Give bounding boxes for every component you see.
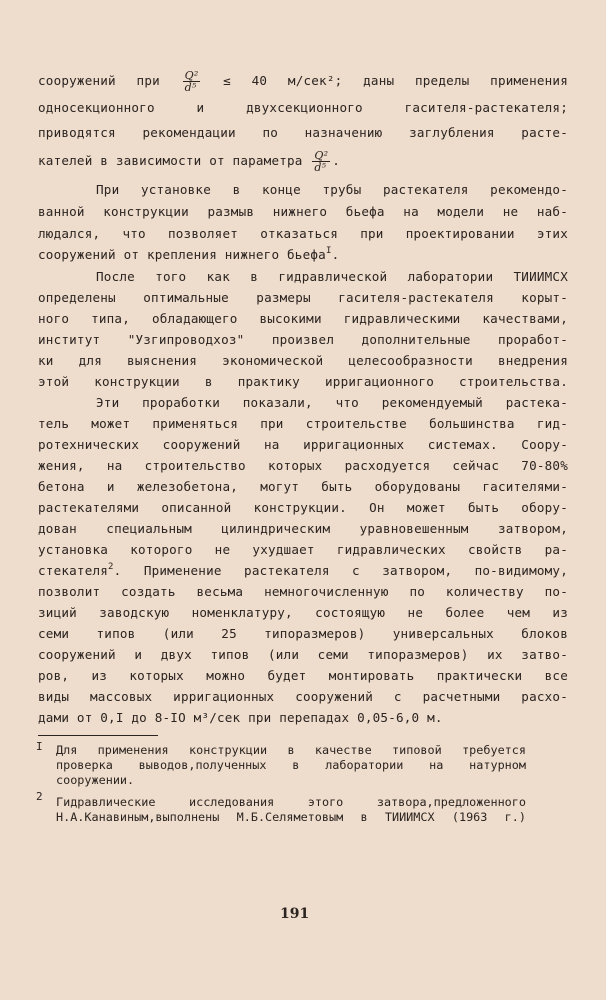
- body-line-23: [38, 562, 568, 578]
- text-span: . Применение растекателя с затвором, по-видимому,: [113, 563, 568, 578]
- text-span: .: [331, 247, 340, 262]
- body-line-6: ванной конструкции размыв нижнего бьефа на модели не наб-: [38, 204, 568, 219]
- fraction-q2-d5: [183, 70, 201, 93]
- footnote-1-line-3: сооружении.: [56, 773, 135, 787]
- body-line-9: После того как в гидравлической лаборатории ТИИИМСХ: [96, 269, 568, 284]
- body-line-20: растекателями описанной конструкции. Он может быть обору-: [38, 500, 568, 515]
- body-line-5: При установке в конце трубы растекателя рекомендо-: [96, 182, 568, 197]
- footnote-2-line-1: Гидравлические исследования этого затвора,предложенного: [56, 795, 526, 809]
- footnote-2-mark: 2: [36, 790, 43, 803]
- body-line-2: односекционного и двухсекционного гасителя-растекателя;: [38, 100, 568, 115]
- body-line-14: этой конструкции в практику ирригационного строительства.: [38, 374, 568, 389]
- body-line-13: ки для выяснения экономической целесообразности внедрения: [38, 353, 568, 368]
- text-span: сооружений при: [38, 73, 160, 88]
- fraction-numerator: Q²: [184, 69, 199, 82]
- body-line-8: [38, 246, 568, 262]
- body-line-4: [38, 150, 568, 173]
- text-span: кателей в зависимости от параметра: [38, 153, 303, 168]
- footnote-1-line-1: Для применения конструкции в качестве типовой требуется: [56, 743, 526, 757]
- body-line-1: [38, 70, 568, 93]
- fraction-denominator: d⁵: [184, 81, 197, 94]
- body-line-24: позволит создать весьма немногочисленную по количеству по-: [38, 584, 568, 599]
- body-line-10: определены оптимальные размеры гасителя-растекателя корыт-: [38, 290, 568, 305]
- page-number: 191: [280, 906, 310, 922]
- fraction-q2-d5: [312, 150, 330, 173]
- fraction-denominator: d⁵: [314, 161, 327, 174]
- body-line-16: тель может применяться при строительстве большинства гид-: [38, 416, 568, 431]
- body-line-21: дован специальным цилиндрическим уравновешенным затвором,: [38, 521, 568, 536]
- footnote-1-line-2: проверка выводов,полученных в лаборатории на натурном: [56, 758, 526, 772]
- body-line-12: институт "Узгипроводхоз" произвел дополнительные проработ-: [38, 332, 568, 347]
- body-line-28: ров, из которых можно будет монтировать практически все: [38, 668, 568, 683]
- body-line-26: семи типов (или 25 типоразмеров) универсальных блоков: [38, 626, 568, 641]
- footnote-ref-1: I: [325, 246, 332, 256]
- body-line-18: жения, на строительство которых расходуется сейчас 70-80%: [38, 458, 568, 473]
- text-span: стекателя: [38, 563, 109, 578]
- footnote-1-mark: I: [36, 740, 43, 753]
- footnote-2-line-2: Н.А.Канавиным,выполнены М.Б.Селяметовым в ТИИИМСХ (1963 г.): [56, 810, 526, 824]
- text-span: ≤ 40 м/сек²; даны пределы применения: [223, 73, 568, 88]
- footnote-ref-2: 2: [108, 562, 114, 572]
- text-span: сооружений от крепления нижнего бьефа: [38, 247, 326, 262]
- body-line-30: дами от 0,I до 8-IO м³/сек при перепадах 0,05-6,0 м.: [38, 710, 443, 725]
- fraction-numerator: Q²: [314, 149, 329, 162]
- body-line-22: установка которого не ухудшает гидравлических свойств ра-: [38, 542, 568, 557]
- body-line-27: сооружений и двух типов (или семи типоразмеров) их затво-: [38, 647, 568, 662]
- body-line-3: приводятся рекомендации по назначению заглубления расте-: [38, 125, 568, 140]
- body-line-25: зиций заводскую номенклатуру, состоящую не более чем из: [38, 605, 568, 620]
- body-line-29: виды массовых ирригационных сооружений с расчетными расхо-: [38, 689, 568, 704]
- body-line-17: ротехнических сооружений на ирригационных системах. Соору-: [38, 437, 568, 452]
- body-line-19: бетона и железобетона, могут быть оборудованы гасителями-: [38, 479, 568, 494]
- text-span: .: [332, 153, 341, 168]
- body-line-7: людался, что позволяет отказаться при проектировании этих: [38, 226, 568, 241]
- body-line-15: Эти проработки показали, что рекомендуемый растека-: [96, 395, 568, 410]
- body-line-11: ного типа, обладающего высокими гидравлическими качествами,: [38, 311, 568, 326]
- footnote-divider: [38, 735, 158, 736]
